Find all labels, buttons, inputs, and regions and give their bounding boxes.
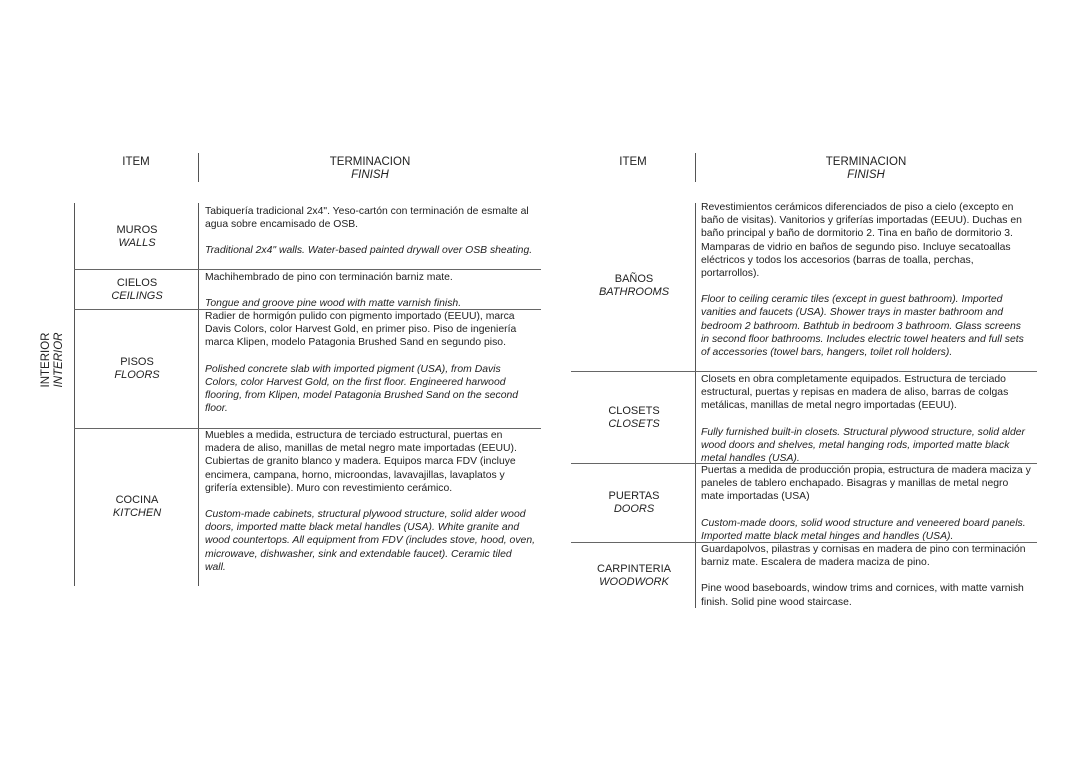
item-woodwork-label: CARPINTERIA: [597, 563, 671, 575]
finish-kitchen-en: Custom-made cabinets, structural plywood structure, solid alder wood doors, imported matte black metal handles (USA). White granite and wood countertops. All equipment from FDV (includes stove, hood, oven, microwave, dishwasher, sink and extendable faucet). Ceramic tiled wall.: [205, 509, 535, 573]
left-header-finish-label-en: FINISH: [351, 169, 389, 181]
item-bathrooms-label-en: BATHROOMS: [598, 286, 670, 298]
finish-walls-es: Tabiquería tradicional 2x4". Yeso-cartón con terminación de esmalte al agua sobre encamisado de OSB.: [205, 206, 529, 231]
finish-closets-es: Closets en obra completamente equipados. Estructura de terciado estructural, puertas y repisas en madera de aliso, barras de colgas metálicas, manillas de metal negro importadas (EEUU).: [701, 374, 1009, 412]
item-kitchen-label-en: KITCHEN: [112, 507, 162, 519]
item-floors-label-en: FLOORS: [114, 369, 160, 381]
finish-kitchen-es: Muebles a medida, estructura de terciado estructural, puertas en madera de aliso, manillas de metal negro mate importadas (EEUU). Cubiertas de granito blanco y madera. Equipos marca FDV (incluye encimera, campana, horno, microondas, lavavajillas, lavaplatos y grifería extensible). Muro con revestimiento cerámico.: [205, 430, 517, 494]
item-ceilings-label: CIELOS: [116, 277, 158, 289]
item-bathrooms: [590, 273, 678, 299]
left-header-finish: [290, 156, 450, 182]
finish-doors-en: Custom-made doors, solid wood structure and veneered board panels. Imported matte black metal hinges and handles (USA).: [701, 517, 1026, 542]
left-header-divider: [198, 153, 199, 182]
right-header-finish: [786, 156, 946, 182]
item-walls-label: MUROS: [116, 224, 158, 236]
right-row-separator-1: [571, 371, 1037, 372]
item-ceilings-label-en: CEILINGS: [111, 290, 163, 302]
item-woodwork: [588, 563, 680, 589]
right-header-divider: [695, 153, 696, 182]
finish-ceilings-es: Machihembrado de pino con terminación barniz mate.: [205, 272, 453, 283]
item-doors-label: PUERTAS: [608, 490, 660, 502]
finish-closets-en: Fully furnished built-in closets. Structural plywood structure, solid alder wood doors and shelves, metal hanging rods, imported matte black metal handles (USA).: [701, 426, 1025, 465]
item-doors: [590, 490, 678, 516]
finish-floors-es: Radier de hormigón pulido con pigmento importado (EEUU), marca Davis Colors, color Harvest Gold, en primer piso. Piso de ingeniería marca Klipen, modelo Patagonia Brushed Sand en segundo piso.: [205, 311, 517, 349]
left-header-item: [96, 156, 176, 169]
finish-bathrooms: [701, 201, 1031, 359]
item-closets-label-en: CLOSETS: [608, 418, 660, 430]
item-kitchen-label: COCINA: [115, 494, 159, 506]
right-table-item-divider: [695, 203, 696, 608]
finish-closets: [701, 373, 1031, 465]
finish-bathrooms-es: Revestimientos cerámicos diferenciados de piso a cielo (excepto en baño de visitas). Vanitorios y griferías importadas (EEUU). Duchas en baño principal y baño de dormitorio 2. Tina en baño de dormitorio 3. Mamparas de vidrio en baños de segundo piso. Incluye secatoallas eléctricos y todos los accesorios (barras de toalla, perchas, portarrollos).: [701, 202, 1022, 280]
item-kitchen: [96, 494, 178, 520]
item-walls: [96, 224, 178, 250]
left-row-separator-1: [74, 269, 541, 270]
interior-side-label-en: INTERIOR: [53, 332, 65, 388]
interior-side-label-es: INTERIOR: [40, 332, 52, 388]
right-header-finish-label-en: FINISH: [847, 169, 885, 181]
finish-woodwork: [701, 543, 1031, 609]
finish-ceilings-en: Tongue and groove pine wood with matte varnish finish.: [205, 298, 462, 310]
finish-woodwork-es: Guardapolvos, pilastras y cornisas en madera de pino con terminación barniz mate. Escalera de madera maciza de pino.: [701, 544, 1026, 569]
item-closets-label: CLOSETS: [608, 405, 660, 417]
left-table-outer-line: [74, 203, 75, 586]
right-header-item: [593, 156, 673, 169]
finish-doors: [701, 464, 1031, 543]
right-header-item-label: ITEM: [619, 156, 647, 168]
item-doors-label-en: DOORS: [613, 503, 655, 515]
finish-walls: [205, 205, 535, 258]
finish-bathrooms-en: Floor to ceiling ceramic tiles (except in guest bathroom). Imported vanities and faucets (USA). Shower trays in master bathroom and bedroom 2 bathroom. Bathtub in bedroom 3 bathroom. Glass screens in second floor bathrooms. Includes electric towel heaters and full sets of accessories (towel bars, hangers, toilet roll holders).: [701, 294, 1024, 359]
item-bathrooms-label: BAÑOS: [614, 273, 654, 285]
finish-floors-en: Polished concrete slab with imported pigment (USA), from Davis Colors, color Harvest Gold, on the first floor. Engineered harwood flooring, from Klipen, model Patagonia Brushed Sand on the second floor.: [205, 363, 519, 415]
left-header-item-label: ITEM: [122, 156, 150, 168]
item-woodwork-label-en: WOODWORK: [599, 576, 669, 588]
left-header-finish-label: TERMINACION: [329, 156, 411, 168]
right-header-finish-label: TERMINACION: [825, 156, 907, 168]
interior-side-label: [40, 290, 68, 430]
item-floors: [96, 356, 178, 382]
finish-walls-en: Traditional 2x4" walls. Water-based painted drywall over OSB sheating.: [205, 245, 533, 257]
item-closets: [590, 405, 678, 431]
finish-kitchen: [205, 429, 535, 574]
item-walls-label-en: WALLS: [118, 237, 156, 249]
item-floors-label: PISOS: [120, 356, 154, 368]
finish-doors-es: Puertas a medida de producción propia, estructura de madera maciza y paneles de tablero enchapado. Bisagras y manillas de metal negro mate importadas (USA): [701, 465, 1031, 503]
finish-ceilings: [205, 271, 535, 310]
left-table-item-divider: [198, 203, 199, 586]
finish-floors: [205, 310, 535, 415]
finish-woodwork-en: Pine wood baseboards, window trims and cornices, with matte varnish finish. Solid pine wood staircase.: [701, 583, 1024, 608]
item-ceilings: [96, 277, 178, 303]
